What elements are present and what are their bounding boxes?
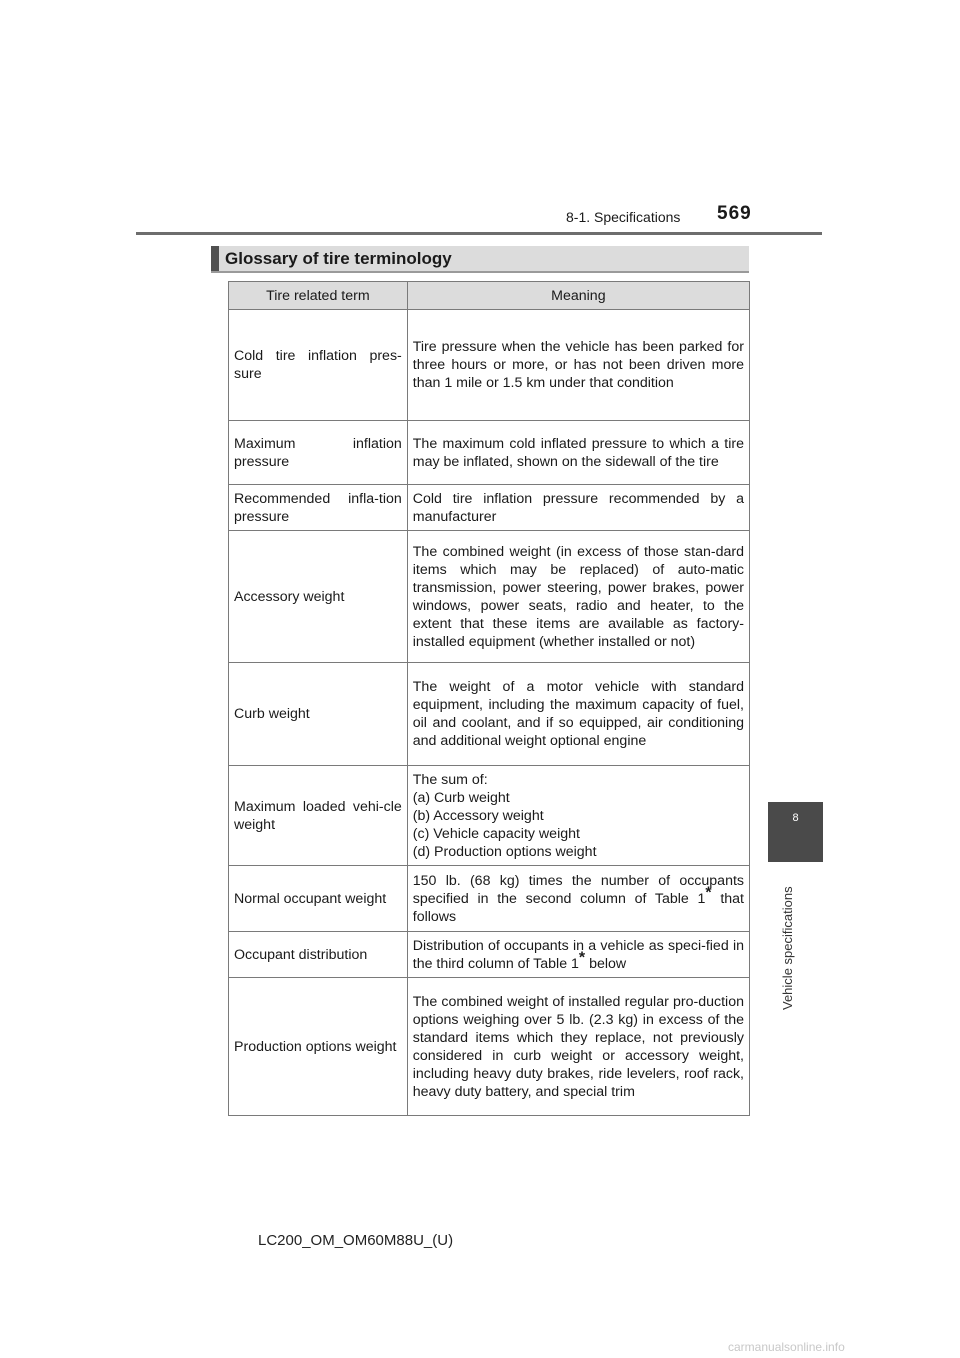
chapter-label <box>778 868 798 1028</box>
header-section-title: 8-1. Specifications <box>566 209 681 225</box>
footnote-asterisk: * <box>578 948 586 966</box>
meaning-text: Distribution of occupants in a vehicle as speci-fied in the third column of Table 1 <box>412 937 744 972</box>
meaning-text: 150 lb. (68 kg) times the number of occupants specified in the second column of Table 1 <box>412 872 744 907</box>
chapter-tab[interactable] <box>768 802 823 862</box>
term-cell: Maximum loaded vehi-cle weight <box>229 766 408 866</box>
table-row <box>229 485 750 531</box>
meaning-text-tail: below <box>585 955 627 972</box>
header-divider <box>136 232 822 235</box>
meaning-cell: Tire pressure when the vehicle has been parked for three hours or more, or has not been driven more than 1 mile or 1.5 km under that condition <box>407 310 749 421</box>
term-cell: Normal occupant weight <box>229 866 408 932</box>
meaning-line: (a) Curb weight <box>412 789 510 806</box>
table-row <box>229 531 750 663</box>
meaning-cell: The combined weight of installed regular pro-duction options weighing over 5 lb. (2.3 kg) in excess of the standard items which they replace, not previously considered in curb weight or accessory weight, including heavy duty brakes, ride levelers, roof rack, heavy duty battery, and special trim <box>407 978 749 1116</box>
meaning-cell: Cold tire inflation pressure recommended by a manufacturer <box>407 485 749 531</box>
term-cell: Curb weight <box>229 663 408 766</box>
table-row <box>229 310 750 421</box>
meaning-cell <box>407 866 749 932</box>
watermark[interactable]: carmanualsonline.info <box>728 1340 845 1354</box>
meaning-cell <box>407 766 749 866</box>
table-row <box>229 866 750 932</box>
table-header-row <box>229 282 750 310</box>
term-cell: Recommended infla-tion pressure <box>229 485 408 531</box>
column-header-meaning: Meaning <box>407 282 749 310</box>
chapter-number: 8 <box>792 812 799 824</box>
term-cell: Accessory weight <box>229 531 408 663</box>
meaning-line: (d) Production options weight <box>412 843 597 860</box>
meaning-cell: The combined weight (in excess of those stan-dard items which may be replaced) of auto-matic transmission, power steering, power brakes, power windows, power seats, radio and heater, to the extent that these items are available as factory-installed equipment (whether installed or not) <box>407 531 749 663</box>
meaning-line: (c) Vehicle capacity weight <box>412 825 580 842</box>
glossary-table <box>228 281 750 1116</box>
term-cell: Production options weight <box>229 978 408 1116</box>
table-row <box>229 663 750 766</box>
meaning-text-tail: that follows <box>412 890 745 925</box>
table-row <box>229 932 750 978</box>
term-cell: Maximum inflation pressure <box>229 421 408 485</box>
section-heading-text: Glossary of tire terminology <box>225 249 452 268</box>
section-heading-underline <box>211 271 749 273</box>
meaning-cell: The weight of a motor vehicle with standard equipment, including the maximum capacity of fuel, oil and coolant, and if so equipped, air conditioning and additional weight optional engine <box>407 663 749 766</box>
meaning-line: (b) Accessory weight <box>412 807 544 824</box>
document-code: LC200_OM_OM60M88U_(U) <box>258 1232 454 1249</box>
table-row <box>229 978 750 1116</box>
table-row <box>229 421 750 485</box>
footnote-asterisk: * <box>705 883 712 901</box>
meaning-cell <box>407 932 749 978</box>
meaning-line: The sum of: <box>412 771 488 788</box>
term-cell: Cold tire inflation pres-sure <box>229 310 408 421</box>
page-number: 569 <box>717 203 752 224</box>
table-row <box>229 766 750 866</box>
term-cell: Occupant distribution <box>229 932 408 978</box>
section-heading <box>211 246 749 271</box>
chapter-label-text: Vehicle specifications <box>780 886 795 1010</box>
meaning-cell: The maximum cold inflated pressure to which a tire may be inflated, shown on the sidewall of the tire <box>407 421 749 485</box>
column-header-term: Tire related term <box>229 282 408 310</box>
